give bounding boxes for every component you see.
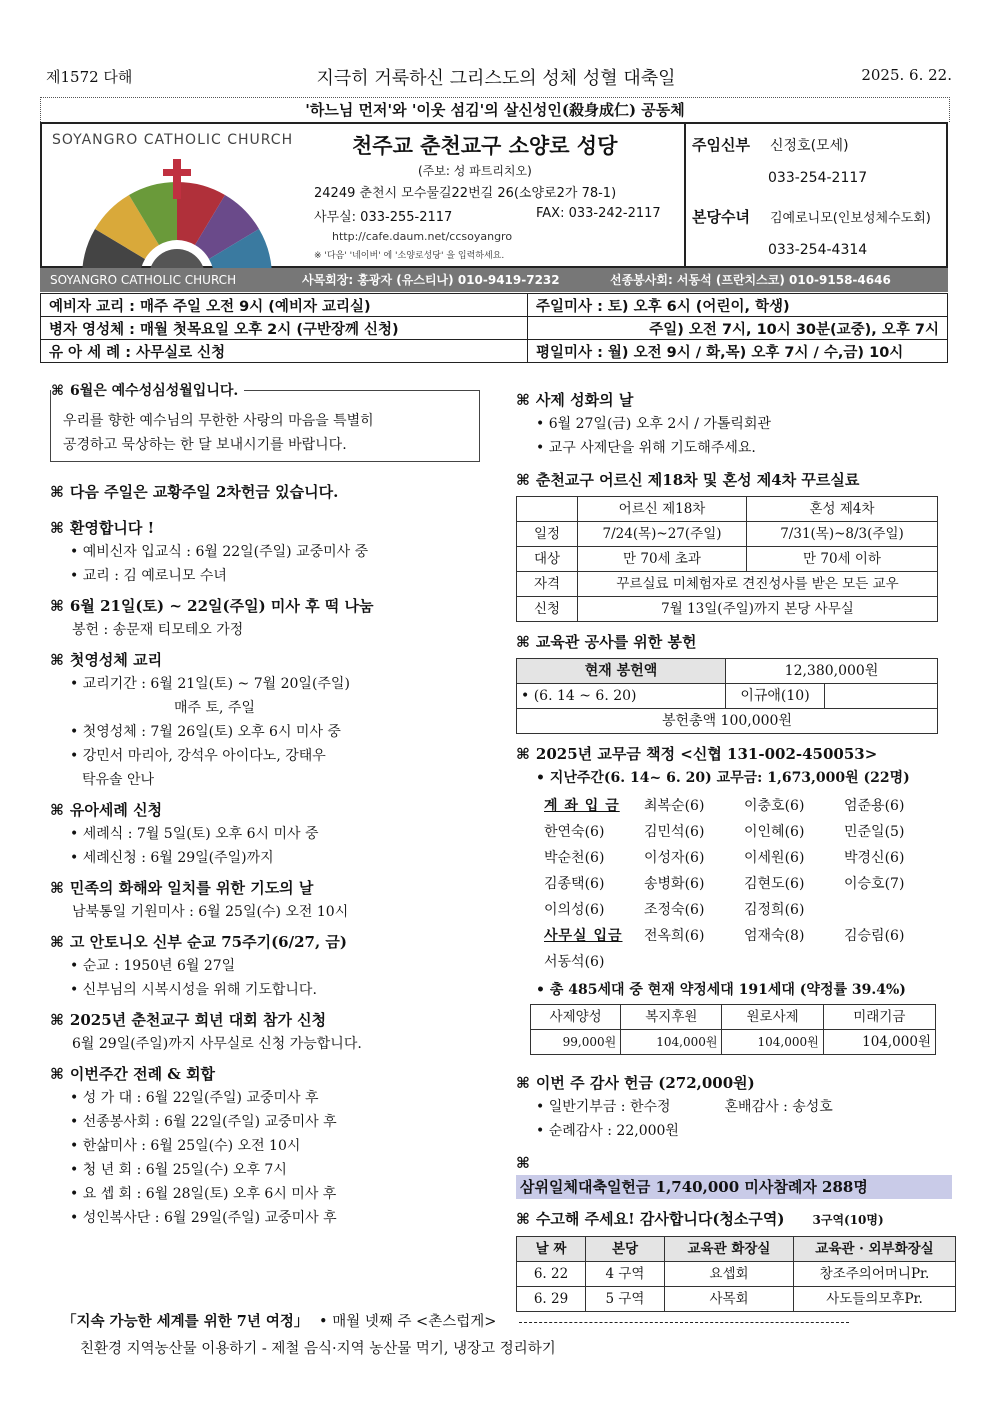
tithe-name: 최복순(6) [644,798,705,814]
cursillo-head-elder: 어르신 제18차 [578,497,747,522]
bullet-mark-icon: ⌘ [50,801,64,819]
schedule-weekday-mass: 평일미사 : 월) 오전 9시 / 화,목) 오후 7시 / 수,금) 10시 [528,340,948,363]
parish-slogan: '하느님 먼저'와 '이웃 섬김'의 살신성인(殺身成仁) 공동체 [40,97,950,122]
pastor-label: 주임신부 [692,136,750,154]
contact-bar-name: SOYANGRO CATHOLIC CHURCH [50,273,237,287]
table-cell: 6. 22 [517,1262,586,1287]
list-item: • 세례신청 : 6월 29일(주일)까지 [70,850,274,866]
table-head: 복지후원 [621,1005,722,1030]
trinity-offering: 삼위일체대축일헌금 1,740,000 미사참례자 288명 [516,1175,952,1199]
bottom-campaign-title: 「지속 가능한 세계를 위한 7년 여정」 • 매월 넷째 주 <촌스럽게> [62,1310,849,1331]
list-item: • 선종봉사회 : 6월 22일(주일) 교중미사 후 [70,1114,337,1130]
tithe-name: 김종택(6) [544,876,605,892]
table-cell: 5 구역 [586,1287,665,1312]
pledge-table [516,658,938,734]
list-item: • 첫영성체 : 7월 26일(토) 오후 6시 미사 중 [70,724,341,740]
tithe-name: 김승림(6) [844,928,905,944]
tithe-name: 김정희(6) [744,902,805,918]
list-item: • 6월 27일(금) 오후 2시 / 가톨릭회관 [536,416,772,432]
section-title: ⌘ 고 안토니오 신부 순교 75주기(6/27, 금) [50,933,347,951]
issue-date: 2025. 6. 22. [861,66,952,84]
divider [519,1322,849,1323]
table-cell: 대상 [517,547,578,572]
list-item: 6월 29일(주일)까지 사무실로 신청 가능합니다. [72,1036,362,1052]
bullet-mark-icon: ⌘ [50,1065,64,1083]
cafe-note: ※ '다음' '네이버' 에 '소양로성당' 을 입력하세요. [314,251,505,261]
list-item: • 교구 사제단을 위해 기도해주세요. [536,440,756,456]
list-item: 탁유솔 안나 [82,772,155,788]
bullet-mark-icon: ⌘ [516,745,530,763]
tithe-name [844,950,944,974]
tithe-name: 김민석(6) [644,824,705,840]
issue-number: 제1572 다해 [46,68,133,86]
pledge-period: • (6. 14 ~ 6. 20) [517,684,726,709]
section-title: ⌘ 환영합니다 ! [50,519,155,537]
table-cell: 창조주의어머니Pr. [794,1262,956,1287]
table-cell: 104,000원 [823,1030,935,1055]
section-title: ⌘ 사제 성화의 날 [516,391,634,409]
table-cell: 104,000원 [722,1030,823,1055]
list-item: 매주 토, 주일 [174,700,255,716]
cafe-link[interactable]: http://cafe.daum.net/ccsoyangro [332,230,513,243]
bullet-mark-icon: ⌘ [50,879,64,897]
tithe-name: 이성자(6) [644,850,705,866]
tithe-name: 전옥희(6) [644,928,705,944]
table-cell: 만 70세 초과 [578,547,747,572]
header-divider [684,124,686,268]
table-head: 본당 [586,1237,665,1262]
section-title: ⌘ 다음 주일은 교황주일 2차헌금 있습니다. [50,483,339,501]
sister-phone: 033-254-4314 [768,242,868,258]
june-notice-box [50,383,480,462]
list-item: • 신부님의 시복시성을 위해 기도합니다. [70,982,317,998]
section-title: ⌘ 민족의 화해와 일치를 위한 기도의 날 [50,879,314,897]
sister-label: 본당수녀 [692,208,750,226]
list-item: • 한삶미사 : 6월 25일(수) 오전 10시 [70,1138,301,1154]
list-item: • 성 가 대 : 6월 22일(주일) 교중미사 후 [70,1090,319,1106]
tithe-name: 송병화(6) [644,876,705,892]
bullet-mark-icon: ⌘ [516,1210,530,1228]
office-phone: 사무실: 033-255-2117 [314,210,453,225]
section-title: ⌘ 유아세례 신청 [50,801,163,819]
list-item: • 일반기부금 : 한수정 혼배감사 : 송성호 [536,1099,833,1115]
table-head: 교육관 화장실 [665,1237,794,1262]
bullet-mark-icon: ⌘ [516,1154,530,1172]
bullet-mark-icon: ⌘ [50,933,64,951]
june-title: ⌘ 6월은 예수성심성월입니다. [51,379,244,403]
tithe-name: 이세원(6) [744,850,805,866]
list-item: • 청 년 회 : 6월 25일(수) 오후 7시 [70,1162,287,1178]
table-cell: 신청 [517,597,578,622]
list-item: 남북통일 기원미사 : 6월 25일(수) 오전 10시 [72,904,349,920]
section-title: ⌘ 이번 주 감사 헌금 (272,000원) [516,1074,755,1092]
bullet-mark-icon: ⌘ [516,1074,530,1092]
mass-schedule-table [40,293,948,363]
table-head: 미래기금 [823,1005,935,1030]
june-body-1: 우리를 향한 예수님의 무한한 사랑의 마음을 특별히 [63,413,374,429]
list-item: • 지난주간(6. 14~ 6. 20) 교무금: 1,673,000원 (22명) [536,770,910,786]
tithe-name: 계 좌 입 금 [544,798,620,814]
tithe-name: 박순천(6) [544,850,605,866]
bullet-mark-icon: ⌘ [516,391,530,409]
section-title: ⌘ 첫영성체 교리 [50,651,163,669]
tithe-name: 민준일(5) [844,824,905,840]
section-title: ⌘ 교육관 공사를 위한 봉헌 [516,633,697,651]
june-body-2: 공경하고 묵상하는 한 달 보내시기를 바랍니다. [63,437,347,453]
tithe-name-list [544,794,956,974]
tithe-name [744,950,844,974]
section-title: ⌘ 2025년 춘천교구 희년 대회 참가 신청 [50,1011,327,1029]
church-title: 천주교 춘천교구 소양로 성당 [352,134,618,158]
bullet-mark-icon: ⌘ [50,651,64,669]
bullet-mark-icon: ⌘ [516,471,530,489]
table-head: 사제양성 [531,1005,621,1030]
cleaning-note: 3구역(10명) [812,1213,884,1227]
list-item: • 교리기간 : 6월 21일(토) ~ 7월 20일(주일) [70,676,350,692]
council-contact: 사목회장: 홍광자 (유스티나) 010-9419-7232 [302,273,560,287]
schedule-sunday-mass: 주일) 오전 7시, 10시 30분(교중), 오후 7시 [528,317,948,340]
table-cell: 7/31(목)~8/3(주일) [747,522,938,547]
list-item: • 총 485세대 중 현재 약정세대 191세대 (약정률 39.4%) [536,982,906,998]
table-cell: 사도들의모후Pr. [794,1287,956,1312]
church-address: 24249 춘천시 모수물길22번길 26(소양로2가 78-1) [314,186,617,201]
bullet-mark-icon: ⌘ [50,597,64,615]
table-cell: 요셉회 [665,1262,794,1287]
tithe-name: 사무실 입금 [544,928,623,944]
church-header [40,122,948,268]
tithe-name: 박경신(6) [844,850,905,866]
pledge-donor: 이규애(10) [726,684,825,709]
cursillo-table [516,496,938,622]
tithe-name: 조정숙(6) [644,902,705,918]
pledge-total: 봉헌총액 100,000원 [517,709,938,734]
tithe-name [644,950,744,974]
table-cell: 사목회 [665,1287,794,1312]
tithe-name: 이승호(7) [844,876,905,892]
table-cell: 7/24(목)~27(주일) [578,522,747,547]
patron-saint: (주보: 성 파트리치오) [418,164,532,178]
funeral-service-contact: 선종봉사회: 서동석 (프란치스코) 010-9158-4646 [610,273,891,287]
section-title: ⌘ 춘천교구 어르신 제18차 및 혼성 제4차 꾸르실료 [516,471,860,489]
pledge-label: 현재 봉헌액 [517,659,726,684]
list-item: • 순례감사 : 22,000원 [536,1123,679,1139]
tithe-name: 엄준용(6) [844,798,905,814]
table-cell: 7월 13일(주일)까지 본당 사무실 [578,597,938,622]
table-cell: 자격 [517,572,578,597]
list-item: • 예비신자 입교식 : 6월 22일(주일) 교중미사 중 [70,544,369,560]
table-cell: 만 70세 이하 [747,547,938,572]
cursillo-head-mixed: 혼성 제4차 [747,497,938,522]
table-cell: 일정 [517,522,578,547]
list-item: • 세례식 : 7월 5일(토) 오후 6시 미사 중 [70,826,319,842]
list-item: • 강민서 마리아, 강석우 아이다노, 강태우 [70,748,326,764]
tithe-name: 이인혜(6) [744,824,805,840]
tithe-name: 이의성(6) [544,902,605,918]
list-item: • 성인복사단 : 6월 29일(주일) 교중미사 후 [70,1210,337,1226]
tithe-name: 이충호(6) [744,798,805,814]
issue-header [40,66,952,88]
tithe-name: 김현도(6) [744,876,805,892]
schedule-sunday-mass-sat: 주일미사 : 토) 오후 6시 (어린이, 학생) [528,294,948,317]
table-head: 교육관 · 외부화장실 [794,1237,956,1262]
table-head: 원로사제 [722,1005,823,1030]
schedule-sick-communion: 병자 영성체 : 매월 첫목요일 오후 2시 (구반장께 신청) [41,317,528,340]
bullet-mark-icon: ⌘ [50,483,64,501]
tithe-name [844,898,944,922]
pastor-phone: 033-254-2117 [768,170,868,186]
cleaning-table [516,1236,956,1312]
table-cell: 꾸르실료 미체험자로 견진성사를 받은 모든 교우 [578,572,938,597]
tithe-name: 서동석(6) [544,954,605,970]
table-cell: 104,000원 [621,1030,722,1055]
schedule-infant-baptism: 유 아 세 례 : 사무실로 신청 [41,340,528,363]
list-item: 봉헌 : 송문재 티모테오 가정 [72,622,244,638]
list-item: • 순교 : 1950년 6월 27일 [70,958,236,974]
feast-title: 지극히 거룩하신 그리스도의 성체 성혈 대축일 [316,68,676,89]
pledge-amount: 12,380,000원 [726,659,938,684]
section-title: ⌘ 2025년 교무금 책정 <신협 131-002-450053> [516,745,878,763]
left-column [50,383,490,1230]
right-column [516,382,956,1312]
bottom-campaign-text: 친환경 지역농산물 이용하기 - 제철 음식·지역 농산물 먹기, 냉장고 정리하기 [80,1341,556,1357]
fax-number: FAX: 033-242-2117 [536,206,661,221]
schedule-catechumen: 예비자 교리 : 매주 주일 오전 9시 (예비자 교리실) [41,294,528,317]
tithe-name: 한연숙(6) [544,824,605,840]
table-cell: 6. 29 [517,1287,586,1312]
section-title: ⌘ 이번주간 전례 & 회합 [50,1065,216,1083]
list-item: • 요 셉 회 : 6월 28일(토) 오후 6시 미사 후 [70,1186,337,1202]
bullet-mark-icon: ⌘ [50,519,64,537]
rose-window-icon [42,124,312,268]
funds-table [530,1004,936,1055]
section-title [516,1151,956,1199]
pastor-name: 신정호(모세) [770,138,849,154]
tithe-name: 엄재숙(8) [744,928,805,944]
table-cell: 4 구역 [586,1262,665,1287]
logo-text: SOYANGRO CATHOLIC CHURCH [52,132,294,148]
section-title: ⌘ 수고해 주세요! 감사합니다(청소구역) 3구역(10명) [516,1210,884,1228]
bullet-mark-icon: ⌘ [516,633,530,651]
section-title: ⌘ 6월 21일(토) ~ 22일(주일) 미사 후 떡 나눔 [50,597,374,615]
bullet-mark-icon: ⌘ [51,383,64,399]
list-item: • 교리 : 김 예로니모 수녀 [70,568,227,584]
table-head: 날 짜 [517,1237,586,1262]
bullet-mark-icon: ⌘ [50,1011,64,1029]
sister-name: 김예로니모(인보성체수도회) [770,211,931,226]
contact-bar [40,268,948,292]
table-cell: 99,000원 [531,1030,621,1055]
church-logo [42,124,312,268]
